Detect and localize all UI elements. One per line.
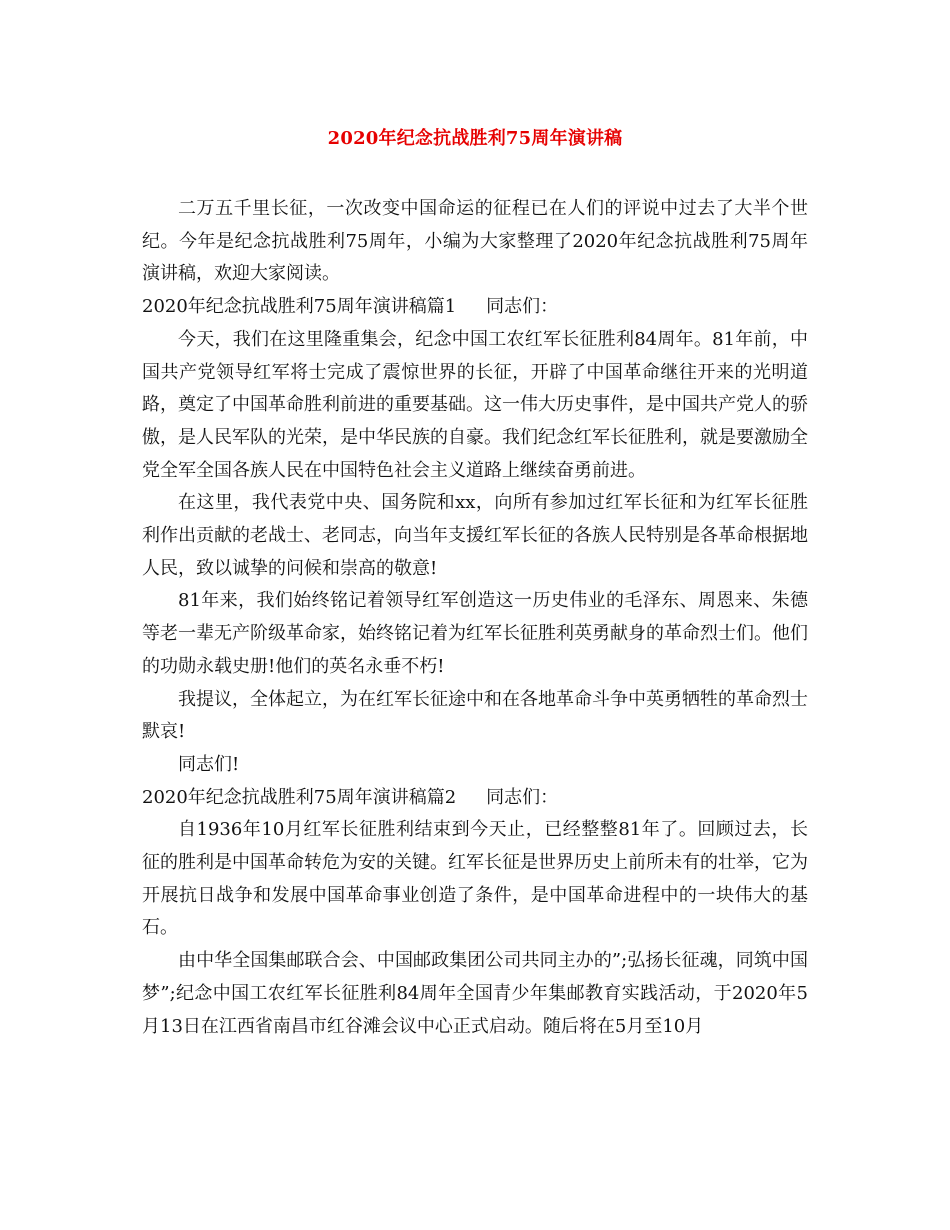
paragraph-since-1936: 自1936年10月红军长征胜利结束到今天止，已经整整81年了。回顾过去，长征的胜利是中国革命转危为安的关键。红军长征是世界历史上前所未有的壮举，它为开展抗日战争和发展中国革命事业创造了条件，是中国革命进程中的一块伟大的基石。: [142, 819, 808, 939]
section-title-2: 2020年纪念抗战胜利75周年演讲稿篇2: [142, 786, 457, 808]
section-heading-2: [142, 782, 808, 815]
section-heading-1: [142, 291, 808, 324]
paragraph-today: 今天，我们在这里隆重集会，纪念中国工农红军长征胜利84周年。81年前，中国共产党领导红军将士完成了震惊世界的长征，开辟了中国革命继往开来的光明道路，奠定了中国革命胜利前进的重要基础。这一伟大历史事件，是中国共产党人的骄傲，是人民军队的光荣，是中华民族的自豪。我们纪念红军长征胜利，就是要激励全党全军全国各族人民在中国特色社会主义道路上继续奋勇前进。: [142, 328, 808, 481]
paragraph-stamp-event: 由中华全国集邮联合会、中国邮政集团公司共同主办的”;弘扬长征魂，同筑中国梦”;纪念中国工农红军长征胜利84周年全国青少年集邮教育实践活动，于2020年5月13日在江西省南昌市红谷滩会议中心正式启动。随后将在5月至10月: [142, 950, 808, 1037]
document-title: 2020年纪念抗战胜利75周年演讲稿: [327, 128, 623, 149]
paragraph-tribute: 在这里，我代表党中央、国务院和xx，向所有参加过红军长征和为红军长征胜利作出贡献的老战士、老同志，向当年支援红军长征的各族人民特别是各革命根据地人民，致以诚挚的问候和崇高的敬意!: [142, 492, 808, 579]
greeting-1: 同志们：: [486, 296, 559, 318]
greeting-2: 同志们：: [486, 786, 559, 808]
paragraph-comrades: 同志们!: [178, 753, 240, 775]
section-title-1: 2020年纪念抗战胜利75周年演讲稿篇1: [142, 296, 457, 318]
document-body: [142, 193, 808, 1043]
paragraph-remember: 81年来，我们始终铭记着领导红军创造这一历史伟业的毛泽东、周恩来、朱德等老一辈无产阶级革命家，始终铭记着为红军长征胜利英勇献身的革命烈士们。他们的功勋永载史册!他们的英名永垂不朽!: [142, 590, 808, 677]
paragraph-intro: 二万五千里长征，一次改变中国命运的征程已在人们的评说中过去了大半个世纪。今年是纪念抗战胜利75周年，小编为大家整理了2020年纪念抗战胜利75周年演讲稿，欢迎大家阅读。: [142, 198, 808, 285]
paragraph-silence: 我提议，全体起立，为在红军长征途中和在各地革命斗争中英勇牺牲的革命烈士默哀!: [142, 688, 808, 743]
